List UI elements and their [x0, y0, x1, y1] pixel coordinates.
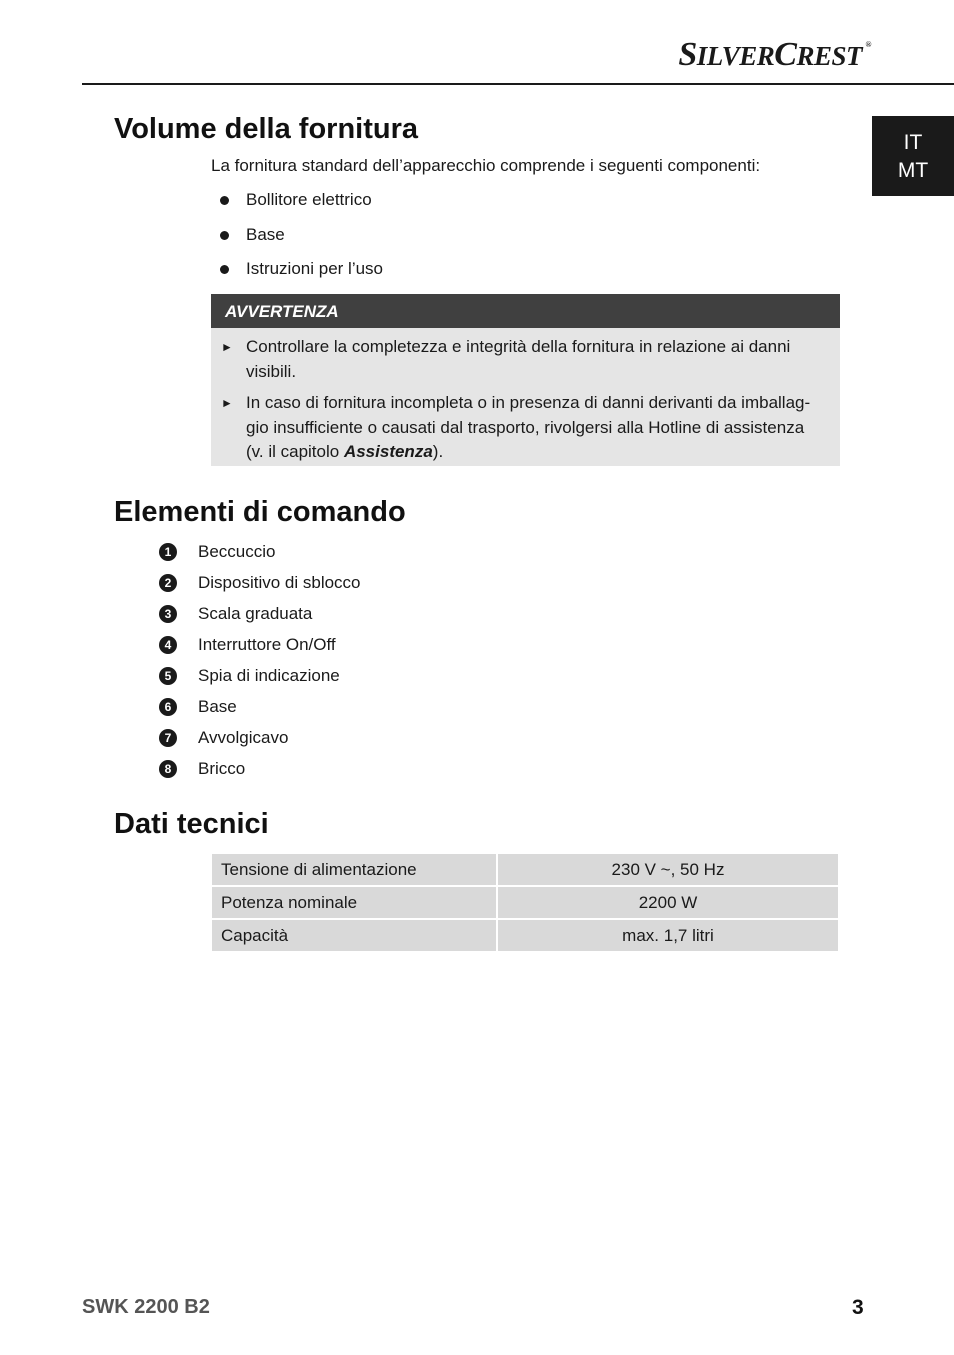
- list-item: [217, 223, 383, 258]
- table-cell-label: Potenza nominale: [212, 887, 496, 918]
- table-cell-value: 230 V ~, 50 Hz: [498, 854, 838, 885]
- bullet-icon: [220, 231, 229, 240]
- number-badge: 5: [159, 667, 177, 685]
- list-item-label: Bricco: [198, 758, 246, 778]
- number-badge: 1: [159, 543, 177, 561]
- language-code-mt: MT: [897, 159, 929, 182]
- delivery-intro: La fornitura standard dell’apparecchio comprende i seguenti componenti:: [211, 156, 761, 175]
- list-item: [159, 691, 361, 722]
- list-item-label: Base: [246, 224, 285, 244]
- warning-text: Controllare la completezza e integrità della fornitura in relazione ai danni: [246, 337, 791, 356]
- table-row: [212, 920, 838, 951]
- list-item: [159, 536, 361, 567]
- table-cell-label: Capacità: [212, 920, 496, 951]
- warning-text: visibili.: [246, 361, 297, 381]
- list-item: [159, 753, 361, 784]
- logo-letter-c: C: [774, 36, 797, 73]
- language-code-it: IT: [903, 131, 923, 154]
- list-item-label: Avvolgicavo: [198, 727, 289, 747]
- controls-list: [159, 536, 361, 784]
- brand-logo: [678, 36, 871, 74]
- arrow-right-icon: ►: [221, 396, 233, 410]
- warning-text-part: ).: [432, 442, 444, 461]
- logo-letter-s: S: [678, 36, 697, 73]
- tech-table: [210, 852, 840, 953]
- table-row: [212, 854, 838, 885]
- language-tab: [872, 116, 954, 196]
- registered-mark: ®: [865, 40, 871, 49]
- list-item-label: Istruzioni per l’uso: [246, 259, 384, 278]
- table-row: [212, 887, 838, 918]
- list-item: [159, 722, 361, 753]
- warning-text: [246, 440, 836, 465]
- list-item-label: Interruttore On/Off: [198, 634, 336, 654]
- number-badge: 4: [159, 636, 177, 654]
- page-number: 3: [852, 1296, 864, 1319]
- table-cell-value: max. 1,7 litri: [498, 920, 838, 951]
- warning-box: [211, 294, 840, 466]
- list-item-label: Dispositivo di sblocco: [198, 572, 361, 592]
- warning-text: gio insufficiente o causati dal trasporto, rivolgersi alla Hotline di assistenza: [246, 417, 805, 437]
- number-badge: 7: [159, 729, 177, 747]
- list-item-label: Base: [198, 696, 237, 716]
- number-badge: 6: [159, 698, 177, 716]
- list-item-label: Beccuccio: [198, 541, 276, 561]
- list-item: [217, 257, 383, 292]
- table-cell-label: Tensione di alimentazione: [212, 854, 496, 885]
- warning-text: In caso di fornitura incompleta o in presenza di danni derivanti da imballag-: [246, 393, 811, 412]
- warning-text-part: (v. il capitolo: [246, 442, 344, 461]
- list-item-label: Spia di indicazione: [198, 665, 340, 685]
- list-item-label: Scala graduata: [198, 603, 313, 623]
- heading-delivery: Volume della fornitura: [114, 113, 419, 145]
- arrow-right-icon: ►: [221, 340, 233, 354]
- heading-controls: Elementi di comando: [114, 496, 406, 528]
- bullet-icon: [220, 196, 229, 205]
- list-item: [159, 567, 361, 598]
- number-badge: 8: [159, 760, 177, 778]
- header-rule: [82, 83, 954, 85]
- list-item: [217, 188, 383, 223]
- list-item: [159, 629, 361, 660]
- footer-model: SWK 2200 B2: [82, 1296, 210, 1318]
- logo-text-ilver: ILVER: [696, 41, 775, 71]
- list-item: [159, 598, 361, 629]
- bullet-icon: [220, 265, 229, 274]
- logo-text-rest: REST: [796, 41, 862, 71]
- number-badge: 2: [159, 574, 177, 592]
- number-badge: 3: [159, 605, 177, 623]
- delivery-list: [217, 188, 383, 292]
- table-cell-value: 2200 W: [498, 887, 838, 918]
- chapter-reference: Assistenza: [343, 442, 433, 461]
- list-item: [159, 660, 361, 691]
- warning-title: AVVERTENZA: [211, 294, 840, 328]
- heading-tech: Dati tecnici: [114, 808, 269, 840]
- list-item-label: Bollitore elettrico: [246, 190, 372, 209]
